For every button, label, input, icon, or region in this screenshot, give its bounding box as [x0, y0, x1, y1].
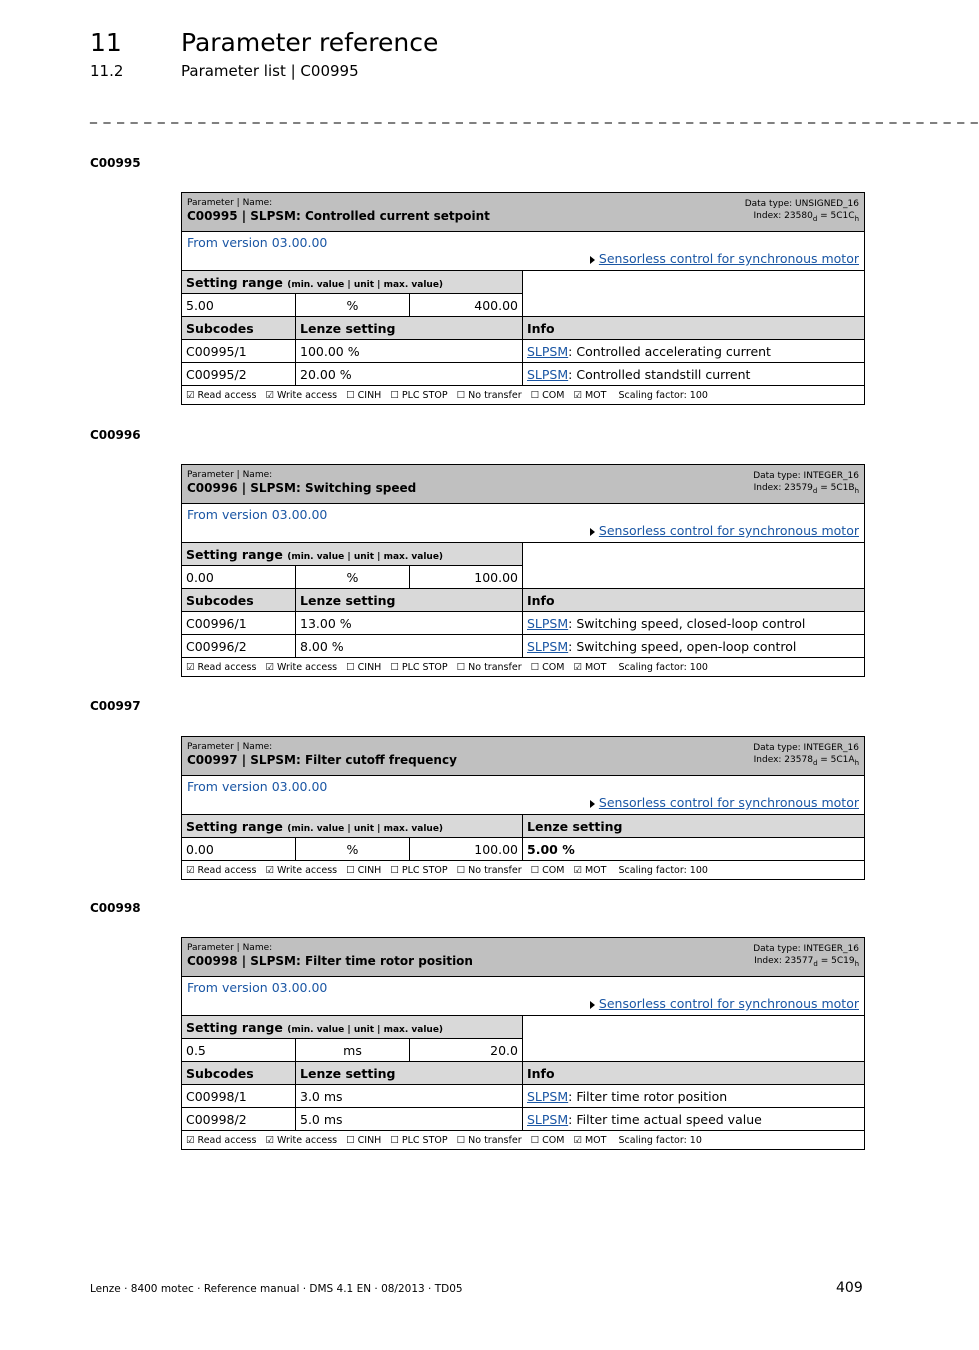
param-table-c00995	[181, 192, 865, 405]
param-name-label: Parameter | Name:	[187, 198, 273, 208]
info-cell: SLPSM: Filter time rotor position	[523, 1085, 865, 1108]
flags-row: ☑ Read access ☑ Write access ☐ CINH ☐ PLC STOP ☐ No transfer ☐ COM ☑ MOT Scaling factor: 10	[182, 1131, 865, 1150]
info-cell: SLPSM: Switching speed, closed-loop control	[523, 612, 865, 635]
param-label-c00996: C00996	[90, 428, 141, 442]
lenze-setting: 8.00 %	[296, 635, 523, 658]
param-name-label: Parameter | Name:	[187, 742, 273, 752]
param-header	[182, 193, 865, 232]
param-header	[182, 938, 865, 977]
arrow-right-icon	[590, 528, 595, 536]
lenze-setting: 13.00 %	[296, 612, 523, 635]
param-table-c00997	[181, 736, 865, 880]
subcode: C00995/1	[182, 340, 296, 363]
data-type: Data type: INTEGER_16	[753, 944, 859, 954]
info-cell: SLPSM: Controlled accelerating current	[523, 340, 865, 363]
slpsm-link[interactable]: SLPSM	[527, 638, 569, 654]
slpsm-link[interactable]: SLPSM	[527, 343, 569, 359]
version-text: From version 03.00.00	[187, 507, 328, 522]
footer-text: Lenze · 8400 motec · Reference manual · DMS 4.1 EN · 08/2013 · TD05	[90, 1283, 463, 1295]
lenze-setting: 100.00 %	[296, 340, 523, 363]
subcodes-header: Subcodes	[182, 1062, 296, 1085]
subcode: C00998/1	[182, 1085, 296, 1108]
table-row	[182, 1085, 865, 1108]
subcode: C00998/2	[182, 1108, 296, 1131]
section-title: Parameter list | C00995	[181, 62, 359, 80]
info-cell: SLPSM: Controlled standstill current	[523, 363, 865, 386]
arrow-right-icon	[590, 256, 595, 264]
param-name: C00996 | SLPSM: Switching speed	[187, 481, 417, 495]
sensorless-control-link[interactable]: Sensorless control for synchronous motor	[590, 996, 859, 1011]
info-header: Info	[523, 317, 865, 340]
param-name-label: Parameter | Name:	[187, 470, 273, 480]
data-type: Data type: INTEGER_16	[753, 471, 859, 481]
lenze-setting-header: Lenze setting	[296, 317, 523, 340]
info-cell: SLPSM: Filter time actual speed value	[523, 1108, 865, 1131]
param-table-c00998	[181, 937, 865, 1150]
scaling-factor: Scaling factor: 100	[618, 864, 708, 876]
table-row	[182, 340, 865, 363]
lenze-setting-value: 5.00 %	[523, 838, 865, 861]
version-row	[182, 977, 865, 1016]
version-text: From version 03.00.00	[187, 235, 328, 250]
empty-cell	[523, 1016, 865, 1062]
param-name: C00998 | SLPSM: Filter time rotor position	[187, 954, 473, 968]
lenze-setting-header: Lenze setting	[523, 815, 865, 838]
scaling-factor: Scaling factor: 100	[618, 661, 708, 673]
param-name: C00995 | SLPSM: Controlled current setpoint	[187, 209, 490, 223]
setting-range-header: Setting range (min. value | unit | max. value)	[182, 1016, 523, 1039]
table-row	[182, 1108, 865, 1131]
param-header	[182, 465, 865, 504]
index: Index: $23577_d = 5C19_h$	[754, 956, 859, 968]
lenze-setting-header: Lenze setting	[296, 589, 523, 612]
max-value: 20.0	[410, 1039, 523, 1062]
arrow-right-icon	[590, 800, 595, 808]
empty-cell	[523, 271, 865, 317]
scaling-factor: Scaling factor: 10	[618, 1134, 702, 1146]
param-label-c00995: C00995	[90, 156, 141, 170]
max-value: 100.00	[410, 838, 523, 861]
unit: ms	[296, 1039, 410, 1062]
data-type: Data type: INTEGER_16	[753, 743, 859, 753]
table-row	[182, 612, 865, 635]
slpsm-link[interactable]: SLPSM	[527, 366, 569, 382]
info-header: Info	[523, 589, 865, 612]
min-value: 0.00	[182, 566, 296, 589]
param-label-c00997: C00997	[90, 699, 141, 713]
lenze-setting: 3.0 ms	[296, 1085, 523, 1108]
setting-range-header: Setting range (min. value | unit | max. value)	[182, 543, 523, 566]
lenze-setting: 20.00 %	[296, 363, 523, 386]
data-type: Data type: UNSIGNED_16	[744, 199, 859, 209]
lenze-setting: 5.0 ms	[296, 1108, 523, 1131]
chapter-title: Parameter reference	[181, 28, 439, 57]
flags-row: ☑ Read access ☑ Write access ☐ CINH ☐ PLC STOP ☐ No transfer ☐ COM ☑ MOT Scaling factor: 100	[182, 861, 865, 880]
slpsm-link[interactable]: SLPSM	[527, 1111, 569, 1127]
param-label-c00998: C00998	[90, 901, 141, 915]
section-number: 11.2	[90, 62, 124, 80]
min-value: 5.00	[182, 294, 296, 317]
max-value: 100.00	[410, 566, 523, 589]
table-row	[182, 635, 865, 658]
version-row	[182, 504, 865, 543]
slpsm-link[interactable]: SLPSM	[527, 615, 569, 631]
unit: %	[296, 566, 410, 589]
setting-range-header: Setting range (min. value | unit | max. value)	[182, 271, 523, 294]
param-name: C00997 | SLPSM: Filter cutoff frequency	[187, 753, 457, 767]
index: Index: $23580_d = 5C1C_h$	[753, 211, 859, 223]
table-row	[182, 363, 865, 386]
index: Index: $23579_d = 5C1B_h$	[753, 483, 859, 495]
sensorless-control-link[interactable]: Sensorless control for synchronous motor	[590, 523, 859, 538]
version-text: From version 03.00.00	[187, 779, 328, 794]
min-value: 0.00	[182, 838, 296, 861]
version-row	[182, 776, 865, 815]
lenze-setting-header: Lenze setting	[296, 1062, 523, 1085]
arrow-right-icon	[590, 1001, 595, 1009]
subcode: C00995/2	[182, 363, 296, 386]
page-number: 409	[836, 1280, 863, 1296]
unit: %	[296, 294, 410, 317]
max-value: 400.00	[410, 294, 523, 317]
param-header	[182, 737, 865, 776]
min-value: 0.5	[182, 1039, 296, 1062]
version-row	[182, 232, 865, 271]
scaling-factor: Scaling factor: 100	[618, 389, 708, 401]
subcodes-header: Subcodes	[182, 317, 296, 340]
param-table-c00996	[181, 464, 865, 677]
info-cell: SLPSM: Switching speed, open-loop control	[523, 635, 865, 658]
unit: %	[296, 838, 410, 861]
flags-row: ☑ Read access ☑ Write access ☐ CINH ☐ PLC STOP ☐ No transfer ☐ COM ☑ MOT Scaling factor: 100	[182, 386, 865, 405]
flags-row: ☑ Read access ☑ Write access ☐ CINH ☐ PLC STOP ☐ No transfer ☐ COM ☑ MOT Scaling factor: 100	[182, 658, 865, 677]
sensorless-control-link[interactable]: Sensorless control for synchronous motor	[590, 795, 859, 810]
info-header: Info	[523, 1062, 865, 1085]
header-divider: _ _ _ _ _ _ _ _ _ _ _ _ _ _ _ _ _ _ _ _ _ _ _ _ _ _ _ _ _ _ _ _ _ _ _ _ _ _ _ _ _ _ _ _ _ _ _ _ _ _ _ _ _ _ _ _ _ _ _ _ _ _ _ _ _ _	[90, 108, 979, 124]
version-text: From version 03.00.00	[187, 980, 328, 995]
subcodes-header: Subcodes	[182, 589, 296, 612]
sensorless-control-link[interactable]: Sensorless control for synchronous motor	[590, 251, 859, 266]
empty-cell	[523, 543, 865, 589]
subcode: C00996/1	[182, 612, 296, 635]
chapter-number: 11	[90, 28, 122, 57]
setting-range-header: Setting range (min. value | unit | max. value)	[182, 815, 523, 838]
slpsm-link[interactable]: SLPSM	[527, 1088, 569, 1104]
param-name-label: Parameter | Name:	[187, 943, 273, 953]
subcode: C00996/2	[182, 635, 296, 658]
index: Index: $23578_d = 5C1A_h$	[753, 755, 859, 767]
